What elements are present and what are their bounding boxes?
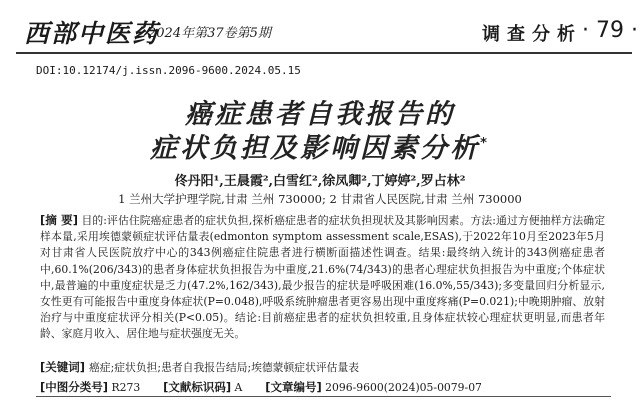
doccode-value: A <box>234 381 243 394</box>
keywords-label: [关键词] <box>40 360 86 374</box>
classification-info <box>40 379 605 395</box>
affiliations: 1 兰州大学护理学院,甘肃 兰州 730000; 2 甘肃省人民医院,甘肃 兰州 730000 <box>118 192 522 206</box>
abstract-text: 目的:评估住院癌症患者的症状负担,探析癌症患者的症状负担现状及其影响因素。方法:通过方便抽样方法确定样本量,采用埃德蒙顿症状评估量表(edmonton symptom assessment scale,ESAS),于2022年10月至2023年5月对甘肃省人民医院放疗中心的343例癌症住院患者进行横断面描述性调查。结果:最终纳入统计的343例癌症患者中,60.1%(206/343)的患者身体症状负担报告为中重度,21.6%(74/343)的患者心理症状负担报告为中重度;个体症状中,最普遍的中重度症状是乏力(47.2%,162/343),最少报告的症状是呼吸困难(16.0%,55/343);多变量回归分析显示,女性更有可能报告中重度身体症状(P=0.048),呼吸系统肿瘤患者更容易出现中重度疼痛(P=0.021);中晚期肿瘤、放射治疗与中重度症状评分相关(P<0.05)。结论:目前癌症患者的症状负担较重,且身体症状较心理症状更明显,而患者年龄、家庭月收入、居住地与症状强度无关。 <box>40 214 606 341</box>
author-list: 佟丹阳¹,王晨霞²,白雪红²,徐凤卿²,丁婷婷²,罗占林² <box>174 174 466 189</box>
running-header <box>0 0 640 52</box>
title-footnote-mark: * <box>480 136 490 151</box>
keywords-text: 癌症;症状负担;患者自我报告结局;埃德蒙顿症状评估量表 <box>89 361 360 374</box>
title-line-2 <box>0 126 640 165</box>
article-number-label: [文章编号] <box>265 380 322 394</box>
clc-value: R273 <box>111 381 141 394</box>
issue-info: 2024年第37卷第5期 <box>148 26 271 41</box>
title-line-2-text: 症状负担及影响因素分析 <box>150 133 481 164</box>
header-rule <box>16 52 632 54</box>
section-name: 调查分析 <box>482 24 582 45</box>
page-number: · 79 · <box>582 18 638 43</box>
clc-label: [中图分类号] <box>40 380 109 394</box>
abstract-label: [摘 要] <box>40 213 78 227</box>
doccode-label: [文献标识码] <box>163 380 232 394</box>
doi: DOI:10.12174/j.issn.2096-9600.2024.05.15 <box>36 64 301 77</box>
footer-rule <box>36 396 611 397</box>
title-line-1: 癌症患者自我报告的 <box>185 99 455 130</box>
article-number-value: 2096-9600(2024)05-0079-07 <box>325 381 482 394</box>
keywords <box>40 359 605 375</box>
abstract <box>40 212 605 343</box>
journal-name: 西部中医药 <box>24 19 160 48</box>
